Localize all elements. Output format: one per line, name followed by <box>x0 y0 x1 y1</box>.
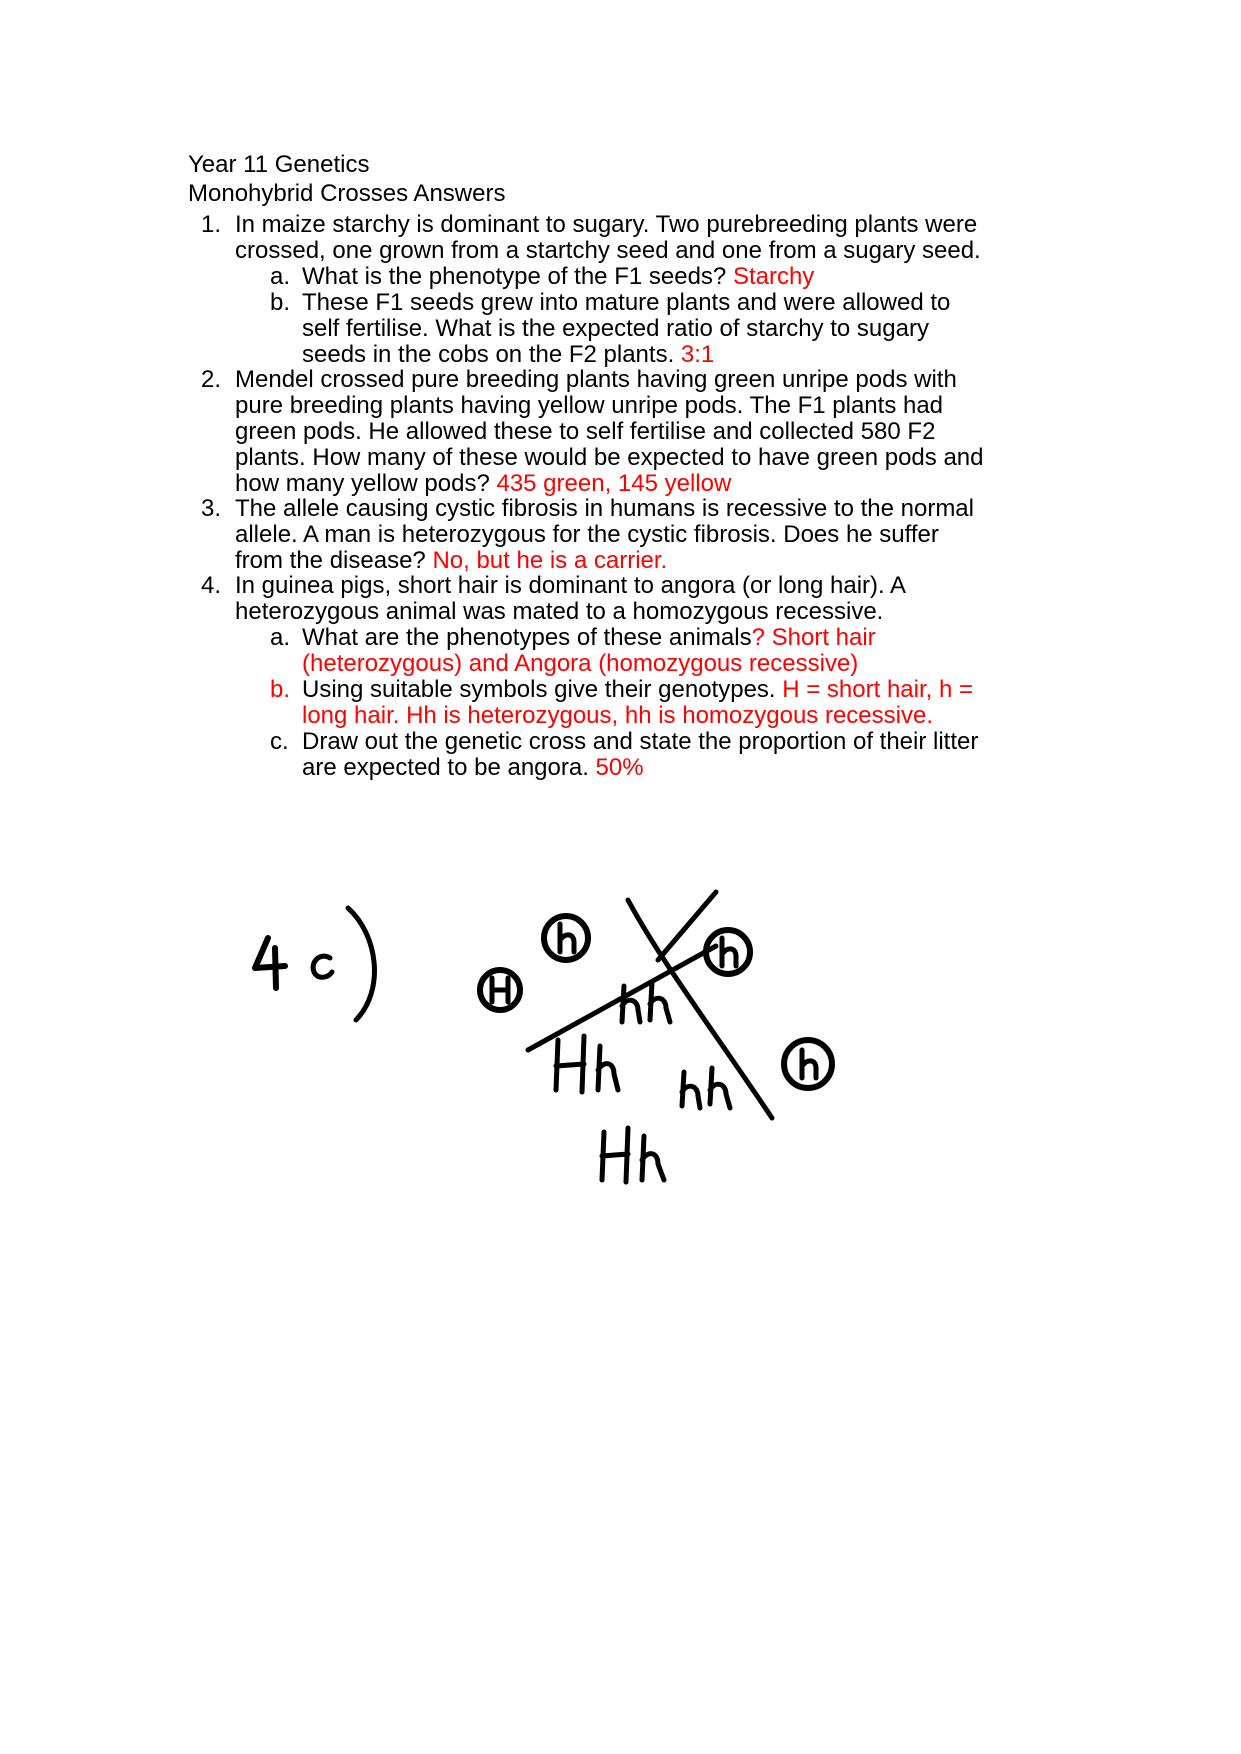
subquestion-label: a. <box>270 624 291 651</box>
subquestion-text: These F1 seeds grew into mature plants and were allowed to <box>302 289 951 316</box>
question-text: from the disease? <box>235 547 433 574</box>
handwritten-Hh-left <box>556 1036 618 1092</box>
subquestion-text: Using suitable symbols give their genotypes. <box>302 676 783 703</box>
handwritten-circled-H <box>480 970 520 1010</box>
question-number: 4. <box>201 572 222 599</box>
handwritten-hh-right <box>682 1068 730 1108</box>
answer-text: Starchy <box>732 263 815 290</box>
handwritten-circled-h-right <box>706 930 750 974</box>
subquestion-text: What are the phenotypes of these animals <box>302 624 752 651</box>
question-text: In maize starchy is dominant to sugary. Two purebreeding plants were <box>235 211 978 238</box>
answer-text: 3:1 <box>680 341 715 368</box>
subquestion-label: a. <box>270 263 291 290</box>
question-text: pure breeding plants having yellow unripe pods. The F1 plants had <box>235 392 944 419</box>
question-text: The allele causing cystic fibrosis in humans is recessive to the normal <box>235 495 974 522</box>
answer-text: 50% <box>595 754 644 781</box>
question-text: how many yellow pods? <box>235 470 497 497</box>
question-number: 1. <box>201 211 222 238</box>
question-text: plants. How many of these would be expected to have green pods and <box>235 444 984 471</box>
question-text: In guinea pigs, short hair is dominant to angora (or long hair). A <box>235 572 907 599</box>
subquestion-text: seeds in the cobs on the F2 plants. <box>302 341 681 368</box>
subquestion-text: Draw out the genetic cross and state the proportion of their litter <box>302 728 979 755</box>
question-text: heterozygous animal was mated to a homozygous recessive. <box>235 598 884 625</box>
subquestion-text: are expected to be angora. <box>302 754 596 781</box>
header-subtitle: Monohybrid Crosses Answers <box>188 180 506 207</box>
subquestion-label: c. <box>270 728 289 755</box>
handwritten-circled-h-lower <box>784 1040 832 1088</box>
handwritten-hh-top <box>622 982 670 1022</box>
question-number: 2. <box>201 366 222 393</box>
question-text: Mendel crossed pure breeding plants having green unripe pods with <box>235 366 957 393</box>
question-text: allele. A man is heterozygous for the cystic fibrosis. Does he suffer <box>235 521 939 548</box>
answer-text: long hair. Hh is heterozygous, hh is homozygous recessive. <box>302 702 933 729</box>
answer-text: (heterozygous) and Angora (homozygous recessive) <box>302 650 859 677</box>
handwritten-label-4c <box>255 908 374 1020</box>
subquestion-text: self fertilise. What is the expected ratio of starchy to sugary <box>302 315 929 342</box>
answer-text: H = short hair, h = <box>782 676 974 703</box>
answer-text: ? Short hair <box>751 624 876 651</box>
handwritten-Hh-bottom <box>602 1128 664 1182</box>
question-number: 3. <box>201 495 222 522</box>
subquestion-label: b. <box>270 289 291 316</box>
answer-text: No, but he is a carrier. <box>432 547 668 574</box>
subquestion-text: What is the phenotype of the F1 seeds? <box>302 263 733 290</box>
header-title: Year 11 Genetics <box>188 151 370 178</box>
answer-text: 435 green, 145 yellow <box>496 470 732 497</box>
handwritten-circled-h-top <box>544 916 588 960</box>
subquestion-label: b. <box>270 676 291 703</box>
question-text: crossed, one grown from a startchy seed and one from a sugary seed. <box>235 237 981 264</box>
question-text: green pods. He allowed these to self fertilise and collected 580 F2 <box>235 418 936 445</box>
